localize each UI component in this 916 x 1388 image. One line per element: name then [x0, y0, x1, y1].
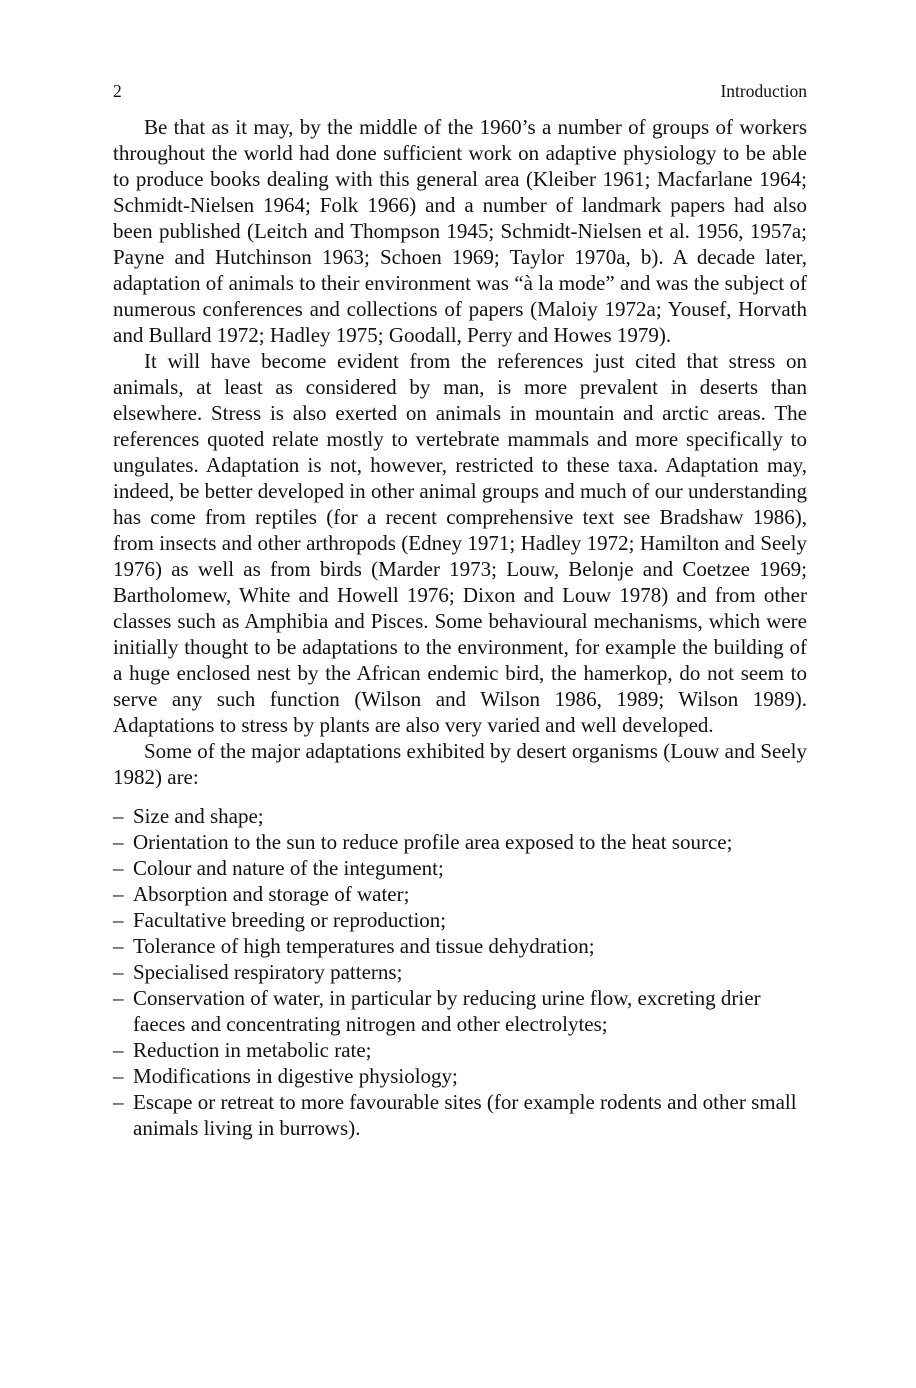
list-dash: – — [113, 830, 124, 854]
list-dash: – — [113, 882, 124, 906]
list-dash: – — [113, 934, 124, 958]
list-item — [113, 803, 807, 829]
list-item — [113, 855, 807, 881]
book-page — [113, 78, 807, 1141]
list-item — [113, 829, 807, 855]
list-item-text: Modifications in digestive physiology; — [133, 1064, 458, 1088]
running-head — [113, 78, 807, 104]
list-item — [113, 959, 807, 985]
list-item — [113, 881, 807, 907]
list-dash: – — [113, 804, 124, 828]
list-dash: – — [113, 960, 124, 984]
list-item-text: Tolerance of high temperatures and tissue dehydration; — [133, 934, 595, 958]
list-dash: – — [113, 1038, 124, 1062]
paragraph: Some of the major adaptations exhibited by desert organisms (Louw and Seely 1982) are: — [113, 739, 807, 789]
paragraph: It will have become evident from the references just cited that stress on animals, at least as considered by man, is more prevalent in deserts than elsewhere. Stress is also exerted on animals in mountain and arctic areas. The references quoted relate mostly to vertebrate mammals and more specifically to ungulates. Adaptation is not, however, restricted to these taxa. Adaptation may, indeed, be better developed in other animal groups and much of our understanding has come from reptiles (for a recent comprehensive text see Bradshaw 1986), from insects and other arthropods (Edney 1971; Hadley 1972; Hamilton and Seely 1976) as well as from birds (Marder 1973; Louw, Belonje and Coetzee 1969; Bartholomew, White and Howell 1976; Dixon and Louw 1978) and from other classes such as Amphibia and Pisces. Some behavioural mechanisms, which were initially thought to be adaptations to the environment, for example the building of a huge enclosed nest by the African endemic bird, the hamerkop, do not seem to serve any such function (Wilson and Wilson 1986, 1989; Wilson 1989). Adaptations to stress by plants are also very varied and well developed. — [113, 349, 807, 737]
list-item-text: Escape or retreat to more favourable sites (for example rodents and other small animals living in burrows). — [133, 1090, 797, 1140]
list-dash: – — [113, 856, 124, 880]
list-dash: – — [113, 908, 124, 932]
list-item-text: Orientation to the sun to reduce profile area exposed to the heat source; — [133, 830, 733, 854]
list-item — [113, 985, 807, 1037]
list-item — [113, 1063, 807, 1089]
adaptations-list — [113, 803, 807, 1141]
list-item-text: Specialised respiratory patterns; — [133, 960, 403, 984]
list-item — [113, 933, 807, 959]
list-item-text: Reduction in metabolic rate; — [133, 1038, 372, 1062]
list-dash: – — [113, 1090, 124, 1114]
list-item — [113, 1089, 807, 1141]
page-number: 2 — [113, 81, 122, 101]
paragraph: Be that as it may, by the middle of the 1960’s a number of groups of workers throughout the world had done sufficient work on adaptive physiology to be able to produce books dealing with this general area (Kleiber 1961; Macfarlane 1964; Schmidt-Nielsen 1964; Folk 1966) and a number of landmark papers had also been published (Leitch and Thompson 1945; Schmidt-Nielsen et al. 1956, 1957a; Payne and Hutchinson 1963; Schoen 1969; Taylor 1970a, b). A decade later, adaptation of animals to their environment was “à la mode” and was the subject of numerous conferences and collections of papers (Maloiy 1972a; Yousef, Horvath and Bullard 1972; Hadley 1975; Goodall, Perry and Howes 1979). — [113, 115, 807, 347]
list-item — [113, 1037, 807, 1063]
body-text — [113, 114, 807, 790]
list-item-text: Facultative breeding or reproduction; — [133, 908, 447, 932]
list-item-text: Conservation of water, in particular by reducing urine flow, excreting drier faeces and concentrating nitrogen and other electrolytes; — [133, 986, 761, 1036]
list-item-text: Size and shape; — [133, 804, 264, 828]
list-dash: – — [113, 986, 124, 1010]
section-title: Introduction — [720, 81, 807, 101]
list-item — [113, 907, 807, 933]
list-item-text: Colour and nature of the integument; — [133, 856, 444, 880]
list-item-text: Absorption and storage of water; — [133, 882, 410, 906]
list-dash: – — [113, 1064, 124, 1088]
